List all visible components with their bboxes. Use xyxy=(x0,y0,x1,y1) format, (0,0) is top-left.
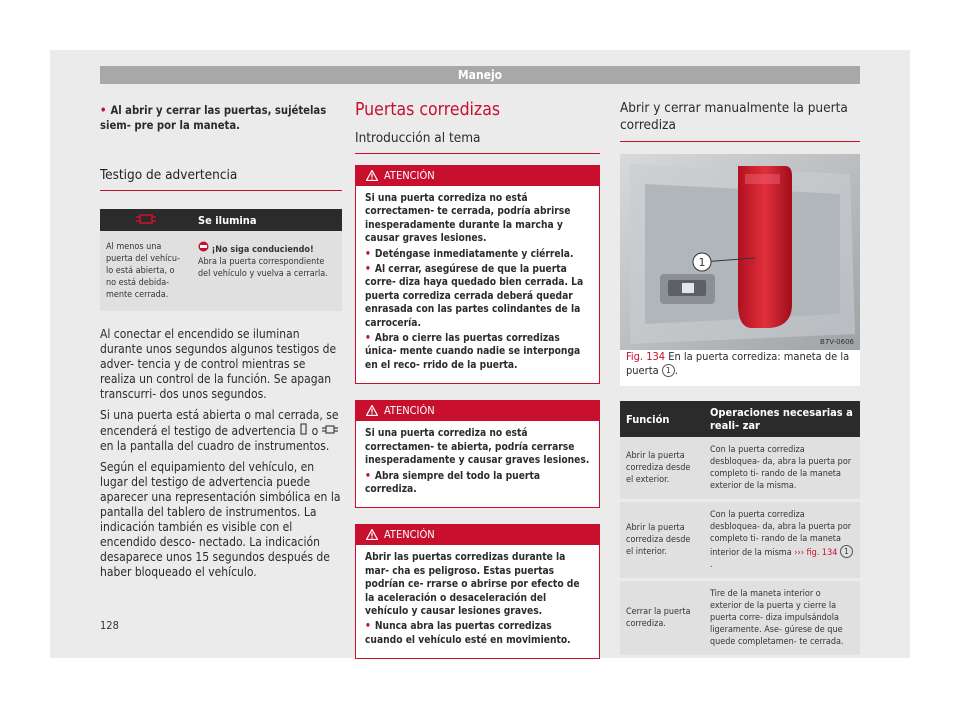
warning-box xyxy=(355,165,600,384)
warning-text: Abrir las puertas corredizas durante la mar- cha es peligroso. Estas puertas podrían ce- rrarse o abrirse por efecto de la aceleración o desaceleración del vehículo y causar lesiones graves. xyxy=(365,552,580,617)
bullet-icon: • xyxy=(365,621,371,633)
lead-bullet-text: Al abrir y cerrar las puertas, sujételas siem- pre por la maneta. xyxy=(100,104,327,132)
figure-callout: 1 xyxy=(698,256,706,269)
callout-ref: 1 xyxy=(662,364,675,377)
section-title-warning-lamp: Testigo de advertencia xyxy=(100,167,342,191)
table-row: Abrir la puerta corrediza desde el exterior. Con la puerta corrediza desbloquea- da, abra la puerta por completo ti- rando de la maneta exterior de la misma. xyxy=(620,437,860,501)
door-lamp-icon xyxy=(299,424,308,438)
bullet-icon: • xyxy=(365,248,371,260)
running-header: Manejo xyxy=(100,66,860,84)
bullet-icon: • xyxy=(365,333,371,345)
column-middle xyxy=(355,92,600,659)
table-row: Cerrar la puerta corrediza. Tire de la maneta interior o exterior de la puerta y cierre la puerta corre- diza impulsándola ligeramente. Ase- gúrese de que quede completamen- te cerrada. xyxy=(620,580,860,657)
table-row: Abrir la puerta corrediza desde el interior. Con la puerta corrediza desbloquea- da, abra la puerta por completo ti- rando de la maneta interior de la misma ››› fig. 134 1. xyxy=(620,501,860,580)
table-header-illuminates: Se ilumina xyxy=(192,209,342,231)
bullet-icon: • xyxy=(365,470,371,482)
warning-bullet: • Abra o cierre las puertas corredizas única- mente cuando nadie se interponga en el reco- rrido de la puerta. xyxy=(365,333,581,371)
warning-body xyxy=(356,186,599,383)
table-header-function: Función xyxy=(620,401,704,437)
warning-header: ATENCIÓN xyxy=(356,401,599,421)
bullet-icon: • xyxy=(100,104,107,117)
section-title-intro: Introducción al tema xyxy=(355,130,600,154)
figure-code: B7V-0606 xyxy=(820,338,854,346)
door-open-icon xyxy=(100,209,192,231)
warning-bullet: • Deténgase inmediatamente y ciérrela. xyxy=(365,248,574,260)
column-left xyxy=(100,92,342,586)
action-heading: ¡No siga conduciendo! xyxy=(211,245,314,255)
warning-text: Si una puerta corrediza no está correctamen- te cerrada, podría abrirse inesperadamente durante la marcha y causar graves lesiones. xyxy=(365,193,571,245)
body-text xyxy=(100,327,342,580)
warning-box xyxy=(355,400,600,508)
function-table xyxy=(620,401,860,658)
door-open-icon xyxy=(322,424,338,438)
callout-ref: 1 xyxy=(840,545,853,558)
warning-lamp-table xyxy=(100,209,342,311)
door-handle-figure xyxy=(620,154,860,350)
warning-triangle-icon xyxy=(366,168,378,188)
paragraph: Si una puerta está abierta o mal cerrada, se encenderá el testigo de advertencia o en la pantalla del cuadro de instrumentos. xyxy=(100,408,339,453)
table-cell-condition: Al menos una puerta del vehícu- lo está abierta, o no está debida- mente cerrada. xyxy=(100,231,192,311)
warning-body xyxy=(356,545,599,658)
warning-bullet: • Al cerrar, asegúrese de que la puerta corre- diza haya quedado bien cerrada. La puerta corrediza cerrada deberá quedar enrasada con las partes colindantes de la carrocería. xyxy=(365,264,584,329)
warning-triangle-icon xyxy=(366,527,378,547)
table-cell-action xyxy=(192,231,342,311)
warning-header: ATENCIÓN xyxy=(356,525,599,545)
figure-caption: Fig. 134 En la puerta corrediza: maneta de la puerta 1 . xyxy=(620,350,860,386)
paragraph: Según el equipamiento del vehículo, en lugar del testigo de advertencia puede aparecer una representación simbólica en la pantalla del tablero de instrumentos. La indicación también es visible con el encendido desco- nectado. La indicación desaparece unos 15 segundos después de haber bloqueado el vehículo. xyxy=(100,460,341,579)
warning-header: ATENCIÓN xyxy=(356,166,599,186)
warning-circle-icon xyxy=(198,245,209,255)
warnings-list xyxy=(355,165,600,659)
lead-bullet xyxy=(100,104,342,133)
warning-body xyxy=(356,421,599,507)
table-header-operations: Operaciones necesarias a reali- zar xyxy=(704,401,860,437)
warning-bullet: • Nunca abra las puertas corredizas cuando el vehículo esté en movimiento. xyxy=(365,621,571,646)
paragraph: Al conectar el encendido se iluminan durante unos segundos algunos testigos de adver- tencia y de control mientras se realiza un control de la función. Se apagan transcurri- dos unos segundos. xyxy=(100,327,337,401)
warning-box xyxy=(355,524,600,659)
page-number: 128 xyxy=(100,619,119,632)
chapter-title: Puertas corredizas xyxy=(355,100,501,120)
section-title-manual: Abrir y cerrar manualmente la puerta corrediza xyxy=(620,100,860,142)
warning-bullet: • Abra siempre del todo la puerta corrediza. xyxy=(365,470,541,495)
warning-triangle-icon xyxy=(366,403,378,423)
bullet-icon: • xyxy=(365,264,371,276)
figure-link[interactable]: ››› fig. 134 xyxy=(794,548,838,558)
action-text: Abra la puerta correspondiente del vehículo y vuelva a cerrarla. xyxy=(198,257,328,279)
column-right xyxy=(620,92,860,658)
warning-text: Si una puerta corrediza no está correctamen- te abierta, podría cerrarse inesperadamente y causar graves lesiones. xyxy=(365,428,590,467)
figure-number: Fig. 134 xyxy=(626,350,666,363)
